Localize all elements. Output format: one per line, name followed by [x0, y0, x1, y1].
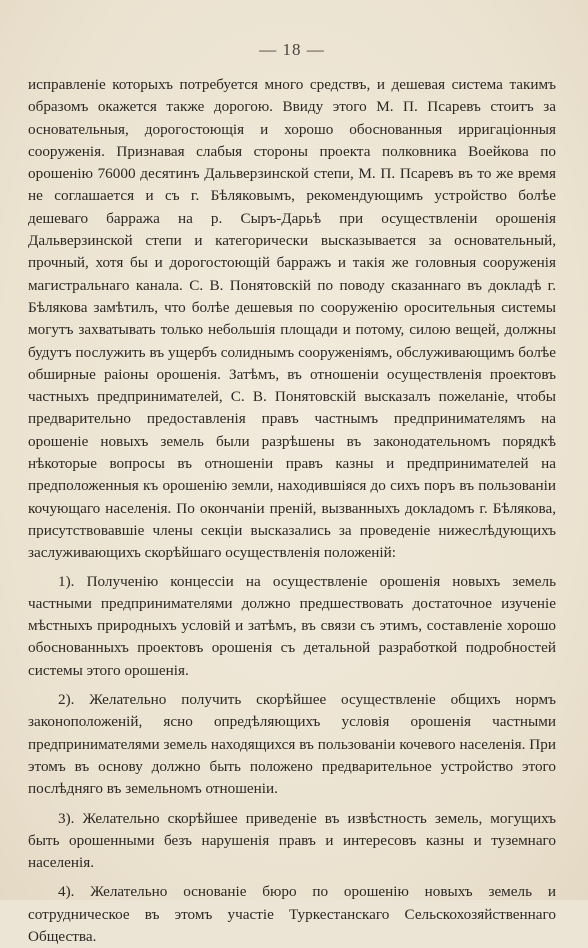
- paragraph-item-2: 2). Желательно получить скорѣйшее осуществленіе общихъ нормъ законоположеній, ясно опредѣляющихъ условія орошенія частными предпринимателями земель находящихся въ пользованіи кочевого населенія. При этомъ въ основу должно быть положено предварительное устройство этого послѣдняго въ земельномъ отношеніи.: [28, 691, 556, 798]
- paragraph-main: исправленіе которыхъ потребуется много средствъ, и дешевая система такимъ образомъ окажется также дорогою. Ввиду этого М. П. Псаревъ стоитъ за основательныя, дорогостоющія и хорошо обоснованныя ирригаціонныя сооруженія. Признавая слабыя стороны проекта полковника Воейкова по орошенію 76000 десятинъ Дальверзинской степи, М. П. Псаревъ въ то же время не соглашается и съ г. Бѣляковымъ, рекомендующимъ устройство болѣе дешеваго барража на р. Сыръ-Дарьѣ при осуществленіи орошенія Дальверзинской степи и категорически высказывается за основательный, прочный, хотя бы и дорогостоющій барражъ и такія же головныя сооруженія магистральнаго канала. С. В. Понятовскій по поводу сказаннаго въ докладѣ г. Бѣлякова замѣтилъ, что болѣе дешевыя по сооруженію оросительныя системы могутъ захватывать только небольшія площади и потому, силою вещей, должны будутъ послужить въ ущербъ солиднымъ сооруженіямъ, обслуживающимъ болѣе обширные раіоны орошенія. Затѣмъ, въ отношеніи осуществленія проектовъ частныхъ предпринимателей, С. В. Понятовскій высказалъ пожеланіе, чтобы предварительно предоставленія правъ частнымъ предпринимателямъ на орошеніе новыхъ земель были разрѣшены въ законодательномъ порядкѣ нѣкоторые вопросы въ отношеніи правъ казны и предпринимателей на предположенныя къ орошенію земли, находившіяся до сихъ поръ въ пользованіи кочующаго населенія. По окончаніи преній, вызванныхъ докладомъ г. Бѣлякова, присутствовавшіе члены секціи высказались за проведеніе нижеслѣдующихъ заслуживающихъ скорѣйшаго осуществленія положеній:: [28, 76, 556, 562]
- page-number: — 18 —: [259, 40, 325, 59]
- paragraph-item-1: 1). Полученію концессіи на осуществленіе орошенія новыхъ земель частными предпринимателями должно предшествовать достаточное изученіе мѣстныхъ природныхъ условій и затѣмъ, въ связи съ этимъ, составленіе хорошо обоснованныхъ проектовъ орошенія съ детальной разработкой подробностей системы этого орошенія.: [28, 572, 556, 679]
- paragraph-item-4: 4). Желательно основаніе бюро по орошенію новыхъ земель и сотрудническое въ этомъ участіе Туркестанскаго Сельскохозяйственнаго Общества.: [28, 883, 556, 945]
- paragraph-item-3: 3). Желательно скорѣйшее приведеніе въ извѣстность земель, могущихъ быть орошенными безъ нарушенія правъ и интересовъ казны и туземнаго населенія.: [28, 809, 556, 872]
